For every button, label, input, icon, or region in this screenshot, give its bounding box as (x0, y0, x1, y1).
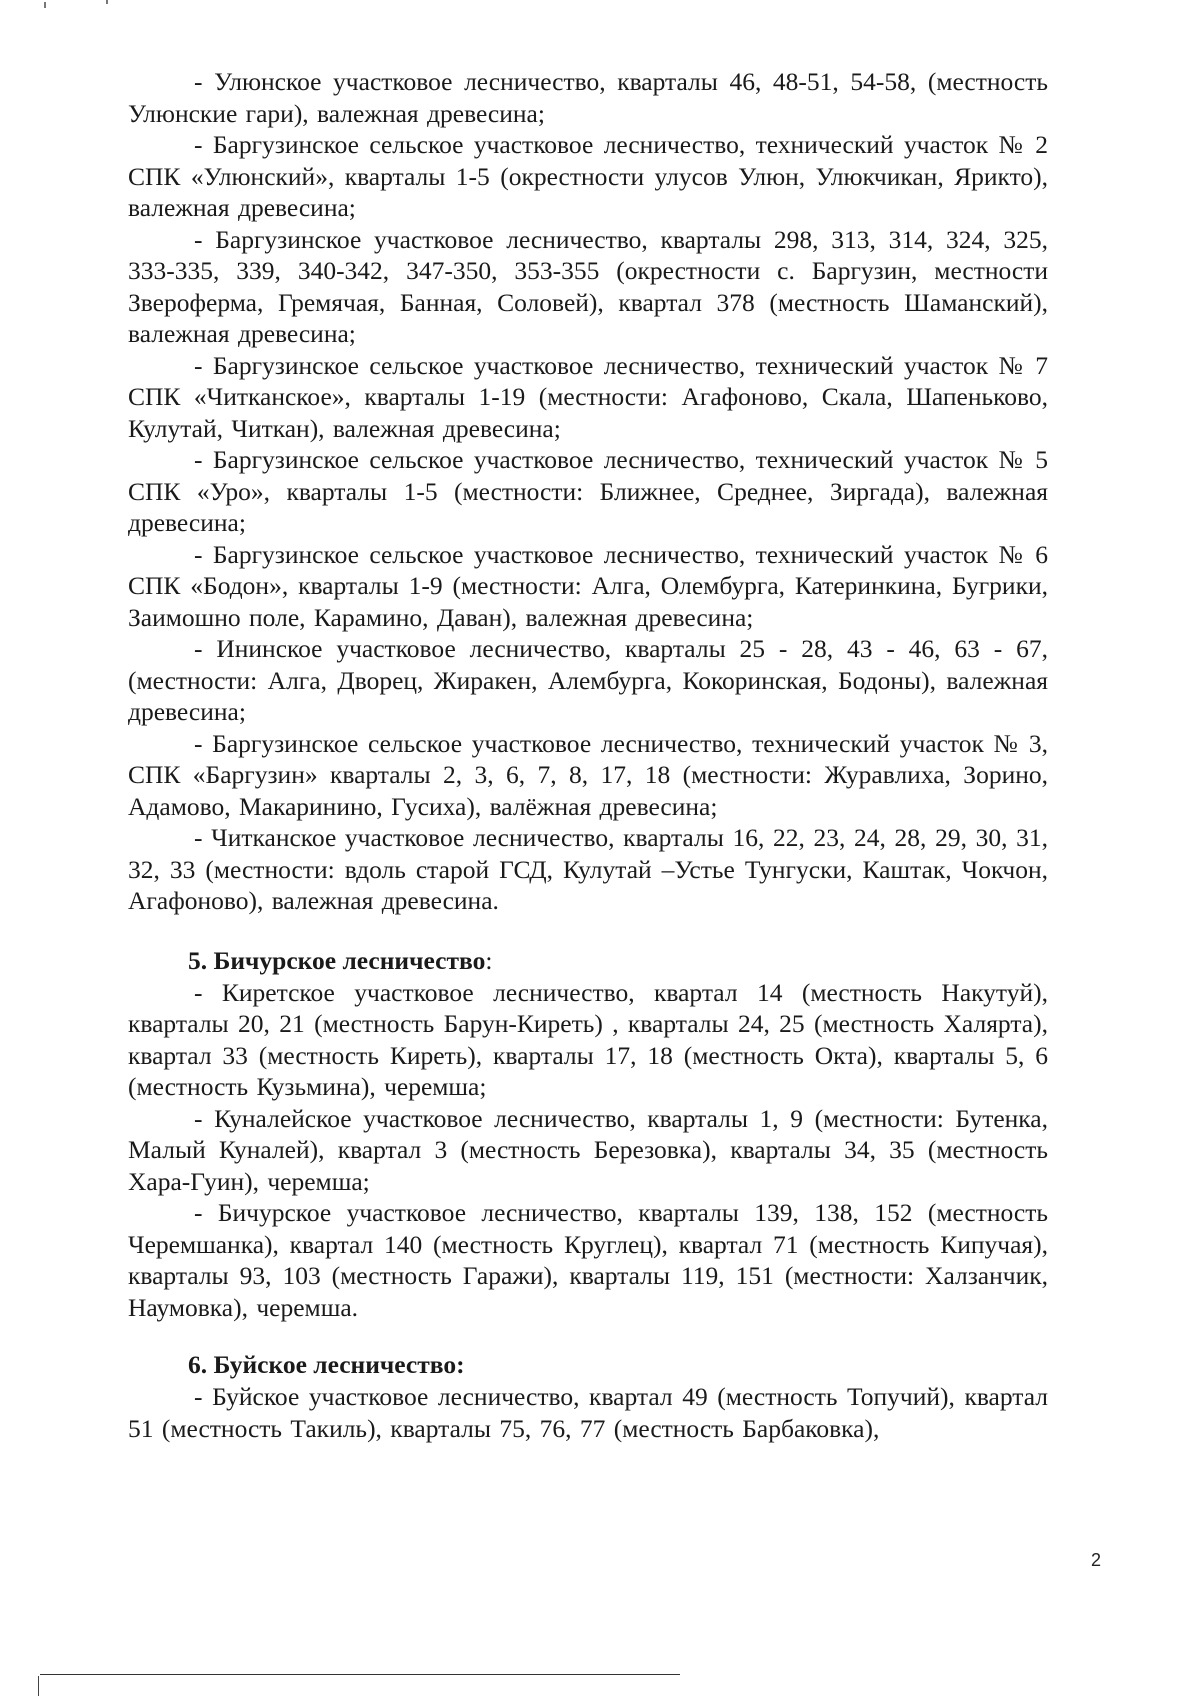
scan-border-line (40, 1674, 680, 1675)
paragraph-barguzin: - Баргузинское участковое лесничество, кварталы 298, 313, 314, 324, 325, 333-335, 339, 340-342, 347-350, 353-355 (окрестности с. Баргузин, местности Звероферма, Гремячая, Банная, Соловей), квартал 378 (местность Шаманский), валежная древесина; (128, 224, 1048, 348)
document-body (128, 66, 1048, 1444)
scan-speck (44, 2, 46, 8)
paragraph-chitkanskoe: - Читканское участковое лесничество, кварталы 16, 22, 23, 24, 28, 29, 30, 31, 32, 33 (местности: вдоль старой ГСД, Кулутай –Устье Тунгуски, Каштак, Чокчон, Агафоново), валежная древесина. (128, 823, 1048, 915)
paragraph-ulyun: - Улюнское участковое лесничество, кварталы 46, 48-51, 54-58, (местность Улюнские гари), валежная древесина; (128, 67, 1048, 128)
paragraph-barguzin-selskoe-7: - Баргузинское сельское участковое лесничество, технический участок № 7 СПК «Читканское», кварталы 1-19 (местности: Агафоново, Скала, Шапеньково, Кулутай, Читкан), валежная древесина; (128, 350, 1048, 443)
paragraph-bichurskoe: - Бичурское участковое лесничество, кварталы 139, 138, 152 (местность Черемшанка), квартал 140 (местность Круглец), квартал 71 (местность Кипучая), кварталы 93, 103 (местность Гаражи), кварталы 119, 151 (местности: Халзанчик, Наумовка), черемша. (128, 1198, 1048, 1322)
page-number: 2 (1091, 1550, 1102, 1570)
paragraph-barguzin-selskoe-3: - Баргузинское сельское участковое лесничество, технический участок № 3, СПК «Баргузин» кварталы 2, 3, 6, 7, 8, 17, 18 (местности: Журавлиха, Зорино, Адамово, Макаринино, Гусиха), валёжная древесина; (128, 728, 1048, 821)
paragraph-barguzin-selskoe-2: - Баргузинское сельское участковое лесничество, технический участок № 2 СПК «Улюнский», кварталы 1-5 (окрестности улусов Улюн, Улюкчикан, Ярикто), валежная древесина; (128, 130, 1048, 222)
section-6-heading: 6. Буйское лесничество: (188, 1350, 465, 1379)
paragraph-barguzin-selskoe-5: - Баргузинское сельское участковое лесничество, технический участок № 5 СПК «Уро», кварталы 1-5 (местности: Ближнее, Среднее, Зиргада), валежная древесина; (128, 445, 1048, 537)
scan-speck (106, 0, 108, 4)
paragraph-buyskoe: - Буйское участковое лесничество, квартал 49 (местность Топучий), квартал 51 (местность Такиль), кварталы 75, 76, 77 (местность Барбаковка), (128, 1382, 1048, 1443)
paragraph-kunaleyskoe: - Куналейское участковое лесничество, кварталы 1, 9 (местности: Бутенка, Малый Куналей), квартал 3 (местность Березовка), кварталы 34, 35 (местность Хара-Гуин), черемша; (128, 1103, 1048, 1196)
section-5-title-colon: : (485, 945, 493, 975)
paragraph-kiretskoe: - Киретское участковое лесничество, квартал 14 (местность Накутуй), кварталы 20, 21 (местность Барун-Киреть) , кварталы 24, 25 (местность Халярта), квартал 33 (местность Киреть), кварталы 17, 18 (местность Окта), кварталы 5, 6 (местность Кузьмина), черемша; (128, 977, 1048, 1101)
paragraph-ininskoe: - Ининское участковое лесничество, кварталы 25 - 28, 43 - 46, 63 - 67, (местности: Алга, Дворец, Жиракен, Алембурга, Кокоринская, Бодоны), валежная древесина; (128, 634, 1048, 726)
paragraph-barguzin-selskoe-6: - Баргузинское сельское участковое лесничество, технический участок № 6 СПК «Бодон», кварталы 1-9 (местности: Алга, Олембурга, Катеринкина, Бугрики, Заимошно поле, Карамино, Даван), валежная древесина; (128, 539, 1048, 632)
section-5-heading (128, 945, 1048, 977)
scan-border-tick (38, 1676, 39, 1696)
section-5-title: 5. Бичурское лесничество (188, 945, 486, 975)
